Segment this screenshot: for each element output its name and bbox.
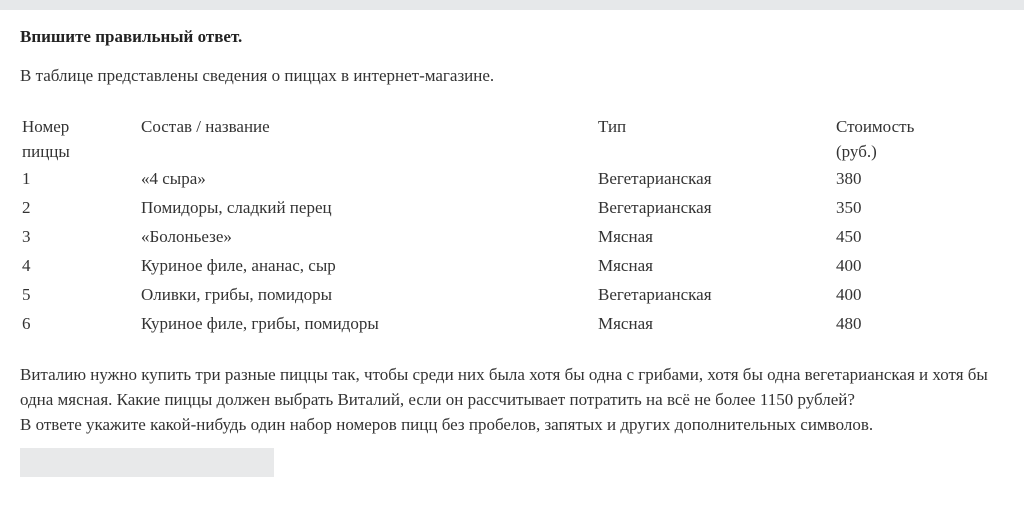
- table-header-row: [20, 112, 1004, 166]
- cell-name: Помидоры, сладкий перец: [141, 198, 332, 217]
- cell-num: 3: [22, 227, 31, 246]
- task-line1: Виталию нужно купить три разные пиццы так, чтобы среди них была хотя бы одна с грибами, хотя бы одна вегетарианская и хотя бы одна мясная. Какие пиццы должен выбрать Виталий, если он рассчитывает потратить на всё не более 1150 рублей?: [20, 365, 988, 409]
- header-name: Состав / название: [141, 117, 270, 136]
- cell-num: 1: [22, 169, 31, 188]
- question-content: [20, 26, 1010, 477]
- header-num-line1: Номер: [22, 117, 70, 136]
- table-row: [20, 253, 1004, 282]
- cell-name: Оливки, грибы, помидоры: [141, 285, 333, 304]
- cell-price: 480: [836, 314, 862, 333]
- cell-price: 400: [836, 285, 862, 304]
- answer-input[interactable]: [20, 448, 274, 477]
- cell-name: «4 сыра»: [141, 169, 206, 188]
- cell-price: 350: [836, 198, 862, 217]
- cell-num: 5: [22, 285, 31, 304]
- intro-text: В таблице представлены сведения о пиццах в интернет-магазине.: [20, 66, 495, 85]
- cell-price: 450: [836, 227, 862, 246]
- cell-num: 4: [22, 256, 31, 275]
- cell-type: Вегетарианская: [598, 169, 712, 188]
- cell-type: Мясная: [598, 314, 653, 333]
- top-bar: [0, 0, 1024, 10]
- header-num: [20, 112, 139, 166]
- pizza-table: [20, 112, 1004, 340]
- table-row: [20, 282, 1004, 311]
- task-line2: В ответе укажите какой-нибудь один набор номеров пицц без пробелов, запятых и других дополнительных символов.: [20, 415, 874, 434]
- cell-type: Вегетарианская: [598, 198, 712, 217]
- header-type: Тип: [598, 117, 627, 136]
- cell-name: Куриное филе, грибы, помидоры: [141, 314, 379, 333]
- cell-price: 400: [836, 256, 862, 275]
- cell-type: Мясная: [598, 256, 653, 275]
- cell-name: Куриное филе, ананас, сыр: [141, 256, 336, 275]
- header-price-line2: (руб.): [836, 142, 877, 161]
- table-row: [20, 195, 1004, 224]
- instruction-text: Впишите правильный ответ.: [20, 27, 243, 46]
- cell-price: 380: [836, 169, 862, 188]
- table-row: [20, 224, 1004, 253]
- header-price: [834, 112, 1004, 166]
- table-row: [20, 311, 1004, 340]
- table-row: [20, 166, 1004, 195]
- task-text: [20, 362, 1010, 437]
- header-num-line2: пиццы: [22, 142, 70, 161]
- cell-num: 2: [22, 198, 31, 217]
- header-price-line1: Стоимость: [836, 117, 915, 136]
- cell-type: Вегетарианская: [598, 285, 712, 304]
- table-body: [20, 166, 1004, 340]
- cell-type: Мясная: [598, 227, 653, 246]
- cell-name: «Болоньезе»: [141, 227, 232, 246]
- cell-num: 6: [22, 314, 31, 333]
